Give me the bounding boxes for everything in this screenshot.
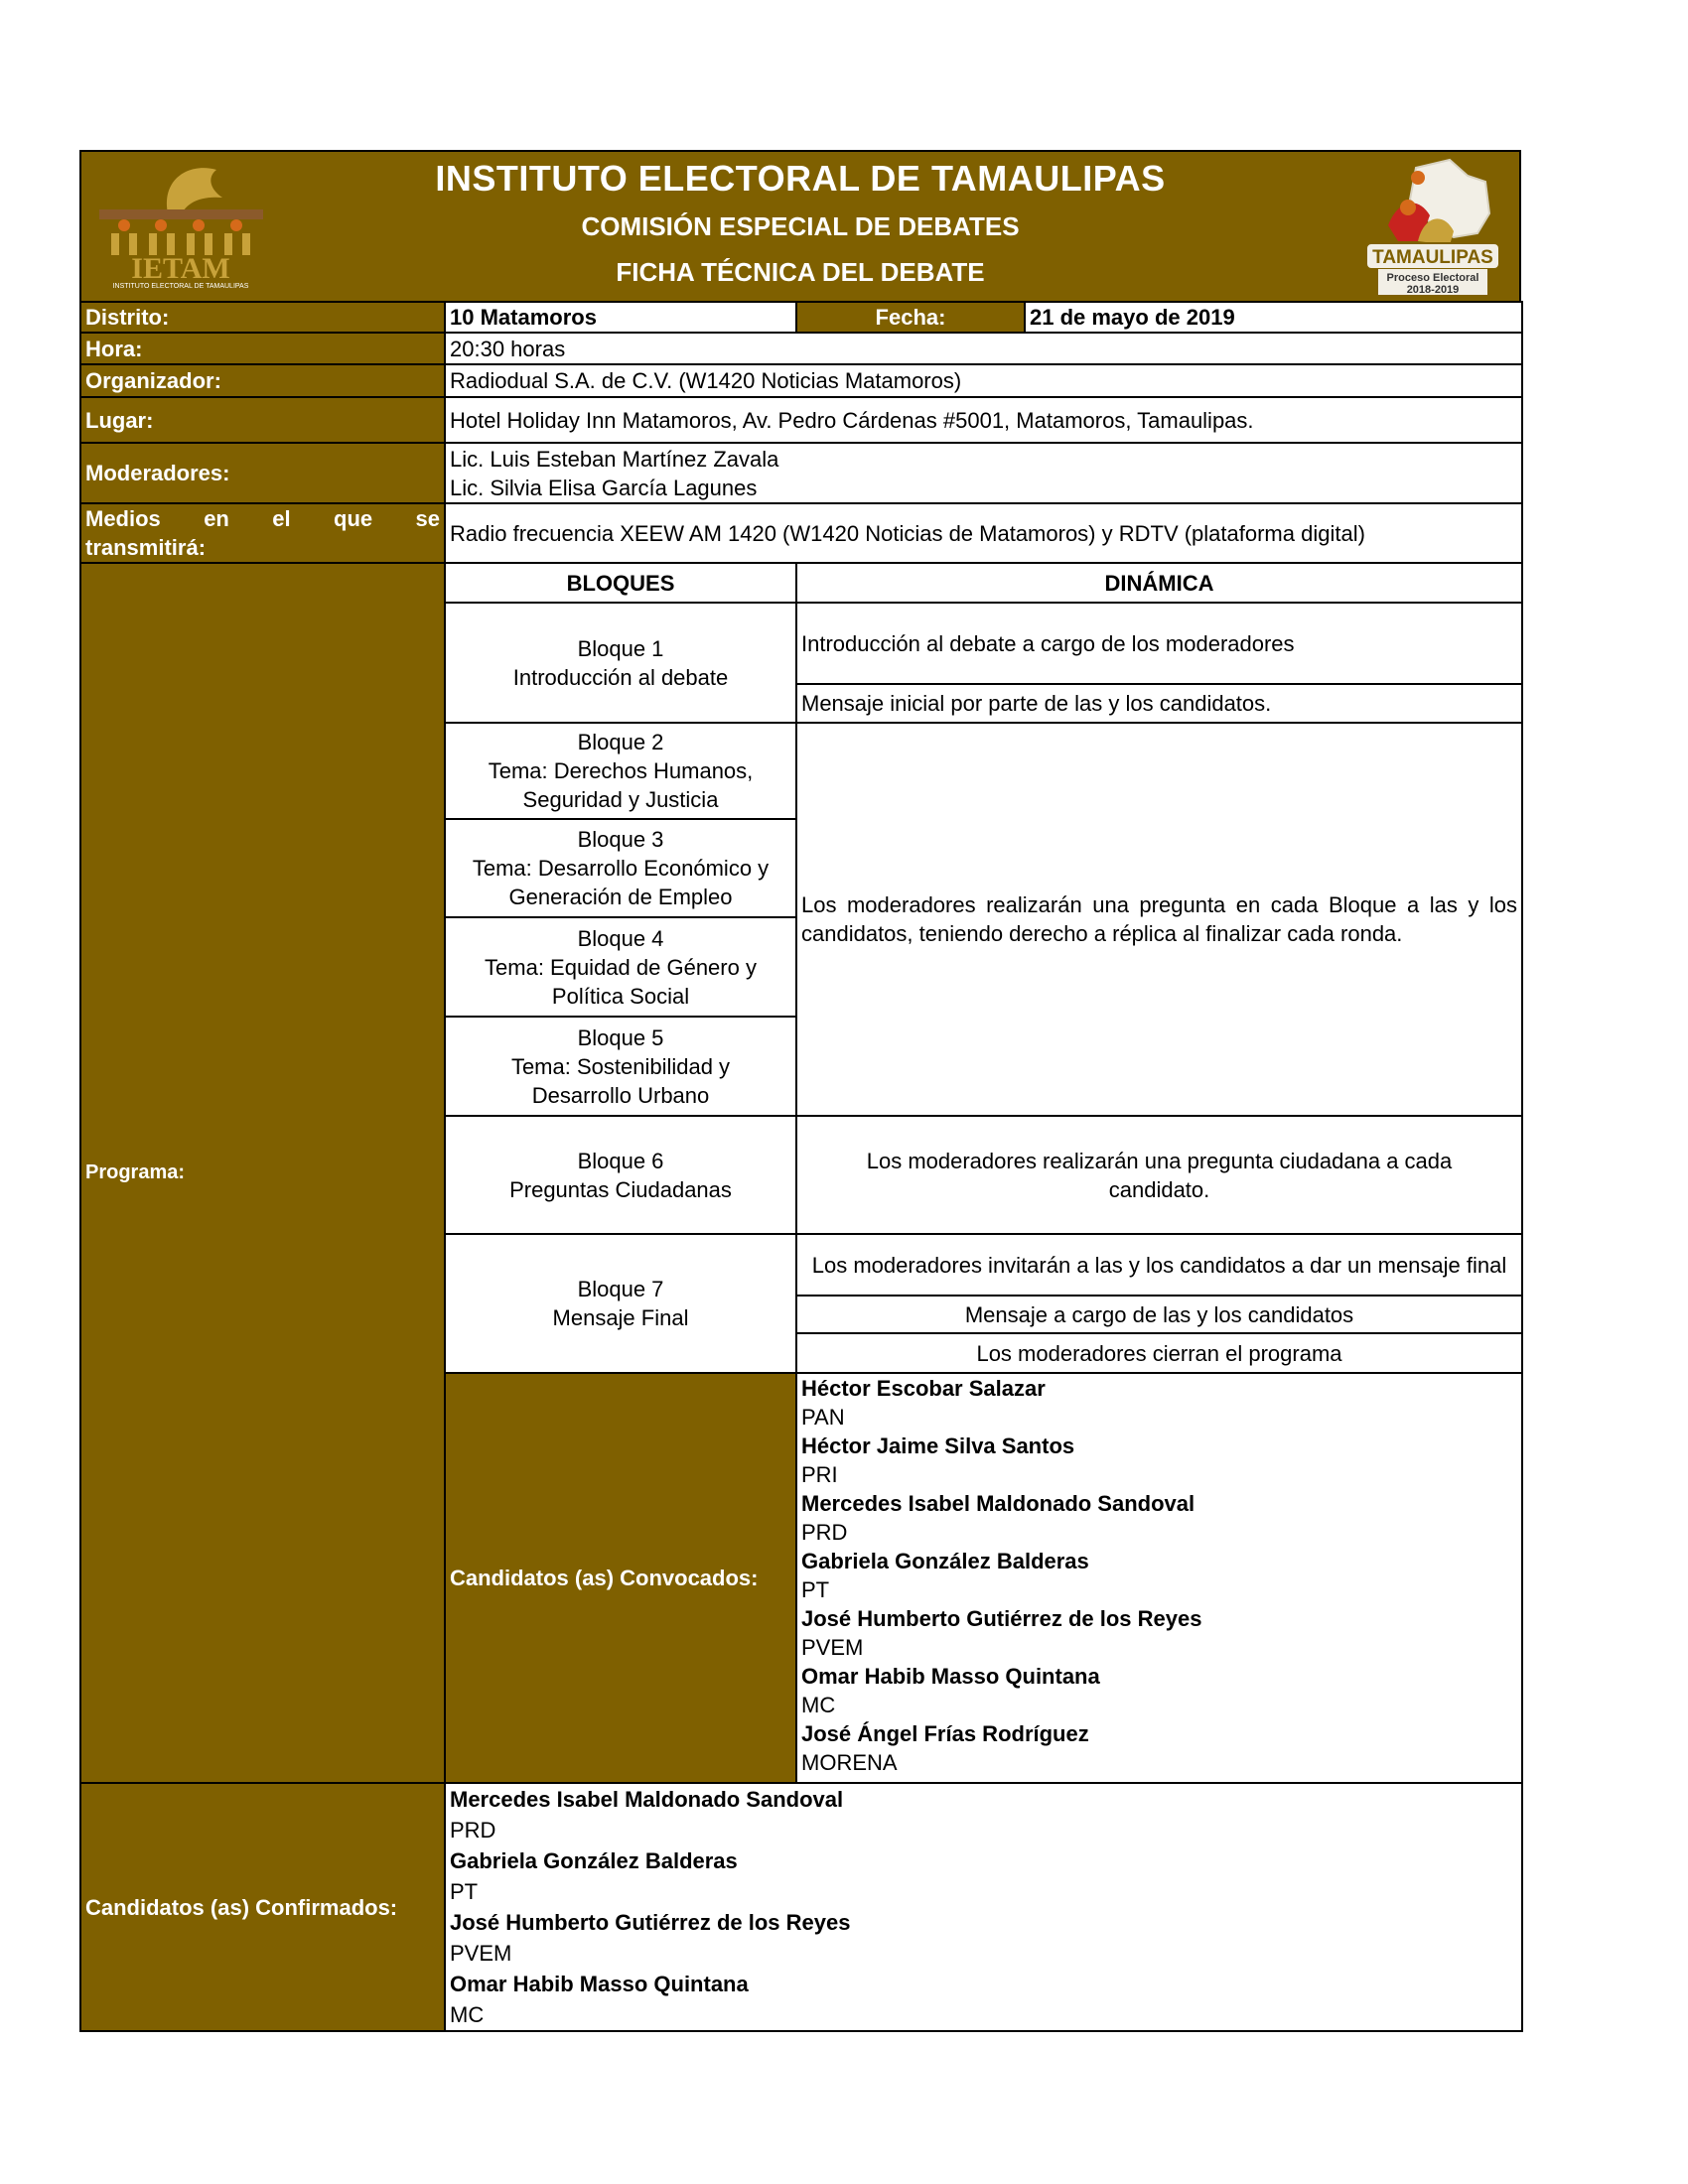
- hora-label: Hora:: [80, 333, 445, 364]
- convocado-name: José Humberto Gutiérrez de los Reyes: [801, 1606, 1202, 1631]
- confirmados-list: [445, 1783, 1522, 2031]
- bloque-7-dinamica-a: Los moderadores invitarán a las y los candidatos a dar un mensaje final: [796, 1234, 1522, 1296]
- confirmado-party: PRD: [450, 1818, 496, 1843]
- lugar-label: Lugar:: [80, 397, 445, 443]
- distrito-value: 10 Matamoros: [445, 302, 796, 333]
- moderador-1: Lic. Luis Esteban Martínez Zavala: [450, 446, 779, 472]
- dinamica-column-header: DINÁMICA: [796, 563, 1522, 603]
- svg-text:Proceso Electoral: Proceso Electoral: [1386, 272, 1479, 284]
- bloque-7-dinamica-b: Mensaje a cargo de las y los candidatos: [796, 1296, 1522, 1333]
- row-moderadores: [80, 443, 1522, 503]
- svg-text:2018-2019: 2018-2019: [1406, 284, 1460, 296]
- row-hora: [80, 333, 1522, 364]
- commission-subtitle: COMISIÓN ESPECIAL DE DEBATES: [581, 211, 1020, 241]
- confirmado-name: Omar Habib Masso Quintana: [450, 1972, 749, 1996]
- confirmado-name: Gabriela González Balderas: [450, 1848, 738, 1873]
- moderador-2: Lic. Silvia Elisa García Lagunes: [450, 475, 758, 500]
- convocado-party: MC: [801, 1693, 836, 1717]
- bloque-4-topic-line1: Tema: Equidad de Género y: [485, 954, 757, 980]
- bloque-6-title: Bloque 6: [577, 1148, 664, 1173]
- convocados-label: Candidatos (as) Convocados:: [445, 1373, 796, 1783]
- confirmado-name: José Humberto Gutiérrez de los Reyes: [450, 1910, 851, 1935]
- fecha-value: 21 de mayo de 2019: [1025, 302, 1522, 333]
- institute-title: INSTITUTO ELECTORAL DE TAMAULIPAS: [435, 158, 1166, 199]
- convocado-name: Gabriela González Balderas: [801, 1549, 1089, 1573]
- row-confirmados: [80, 1783, 1522, 2031]
- bloque-6-dinamica: Los moderadores realizarán una pregunta ciudadana a cada candidato.: [796, 1116, 1522, 1234]
- convocado-party: PRD: [801, 1520, 848, 1545]
- debate-info-table: [79, 301, 1523, 2032]
- convocado-name: Mercedes Isabel Maldonado Sandoval: [801, 1491, 1196, 1516]
- programa-label: Programa:: [80, 563, 445, 1783]
- bloque-6-topic: Preguntas Ciudadanas: [509, 1176, 732, 1202]
- bloque-5-topic-line1: Tema: Sostenibilidad y: [510, 1053, 731, 1079]
- medios-label-line1: Medios en el que se: [85, 506, 440, 531]
- bloque-4: [445, 917, 796, 1017]
- tamaulipas-electoral-logo: [1358, 156, 1507, 297]
- medios-label-line2: transmitirá:: [85, 535, 207, 560]
- confirmado-party: MC: [450, 2002, 485, 2027]
- medios-value: Radio frecuencia XEEW AM 1420 (W1420 Noticias de Matamoros) y RDTV (plataforma digital): [445, 503, 1522, 563]
- bloque-7-topic: Mensaje Final: [552, 1305, 689, 1330]
- bloque-2-topic-line1: Tema: Derechos Humanos,: [488, 758, 754, 783]
- bloques-column-header: BLOQUES: [445, 563, 796, 603]
- bloque-3: [445, 819, 796, 917]
- distrito-label: Distrito:: [80, 302, 445, 333]
- bloque-5-title: Bloque 5: [577, 1024, 664, 1050]
- lugar-value: Hotel Holiday Inn Matamoros, Av. Pedro Cárdenas #5001, Matamoros, Tamaulipas.: [445, 397, 1522, 443]
- convocado-name: Héctor Jaime Silva Santos: [801, 1433, 1075, 1458]
- bloque-1-topic: Introducción al debate: [512, 664, 729, 690]
- bloque-1-title: Bloque 1: [577, 635, 664, 661]
- bloque-6: [445, 1116, 796, 1234]
- convocado-name: José Ángel Frías Rodríguez: [801, 1721, 1089, 1746]
- sheet-subtitle: FICHA TÉCNICA DEL DEBATE: [616, 257, 985, 287]
- bloque-3-topic-line2: Generación de Empleo: [508, 885, 733, 909]
- row-medios: [80, 503, 1522, 563]
- bloque-2-topic-line2: Seguridad y Justicia: [522, 787, 719, 812]
- bloque-4-title: Bloque 4: [577, 925, 664, 951]
- bloque-1: [445, 603, 796, 723]
- confirmados-label: Candidatos (as) Confirmados:: [80, 1783, 445, 2031]
- bloque-7-title: Bloque 7: [577, 1277, 664, 1301]
- confirmado-name: Mercedes Isabel Maldonado Sandoval: [450, 1787, 844, 1812]
- convocado-party: PT: [801, 1577, 830, 1602]
- debate-technical-sheet: [79, 150, 1521, 2032]
- bloque-7: [445, 1234, 796, 1373]
- bloque-1-dinamica-b: Mensaje inicial por parte de las y los candidatos.: [796, 684, 1522, 723]
- convocado-party: PAN: [801, 1405, 845, 1430]
- moderadores-label: Moderadores:: [80, 443, 445, 503]
- convocados-list: [796, 1373, 1522, 1783]
- confirmado-party: PT: [450, 1879, 479, 1904]
- bloque-2-title: Bloque 2: [577, 730, 664, 754]
- hora-value: 20:30 horas: [445, 333, 1522, 364]
- bloque-2: [445, 723, 796, 819]
- bloque-7-dinamica-c: Los moderadores cierran el programa: [796, 1333, 1522, 1373]
- fecha-label: Fecha:: [796, 302, 1025, 333]
- row-distrito: [80, 302, 1522, 333]
- convocado-party: PVEM: [801, 1635, 864, 1660]
- row-lugar: [80, 397, 1522, 443]
- bloque-1-dinamica-a: Introducción al debate a cargo de los moderadores: [796, 603, 1522, 684]
- convocado-party: PRI: [801, 1462, 838, 1487]
- convocado-party: MORENA: [801, 1750, 898, 1775]
- svg-text:IETAM: IETAM: [131, 252, 230, 285]
- bloque-3-title: Bloque 3: [577, 827, 664, 852]
- svg-text:INSTITUTO ELECTORAL DE TAMAULI: INSTITUTO ELECTORAL DE TAMAULIPAS: [112, 283, 249, 289]
- svg-text:TAMAULIPAS: TAMAULIPAS: [1372, 247, 1493, 268]
- bloque-4-topic-line2: Política Social: [551, 983, 690, 1009]
- organizador-label: Organizador:: [80, 364, 445, 397]
- moderadores-value: [445, 443, 1522, 503]
- convocado-name: Omar Habib Masso Quintana: [801, 1664, 1100, 1689]
- bloque-3-topic-line1: Tema: Desarrollo Económico y: [472, 856, 770, 881]
- bloque-5-topic-line2: Desarrollo Urbano: [531, 1082, 710, 1108]
- bloques-2-5-dinamica: Los moderadores realizarán una pregunta en cada Bloque a las y los candidatos, teniendo derecho a réplica al finalizar cada ronda.: [796, 723, 1522, 1116]
- bloque-5: [445, 1017, 796, 1116]
- row-organizador: [80, 364, 1522, 397]
- confirmado-party: PVEM: [450, 1941, 512, 1966]
- convocado-name: Héctor Escobar Salazar: [801, 1376, 1046, 1401]
- organizador-value: Radiodual S.A. de C.V. (W1420 Noticias Matamoros): [445, 364, 1522, 397]
- medios-label: [80, 503, 445, 563]
- header-band: [79, 150, 1521, 301]
- programa-header-row: [80, 563, 1522, 603]
